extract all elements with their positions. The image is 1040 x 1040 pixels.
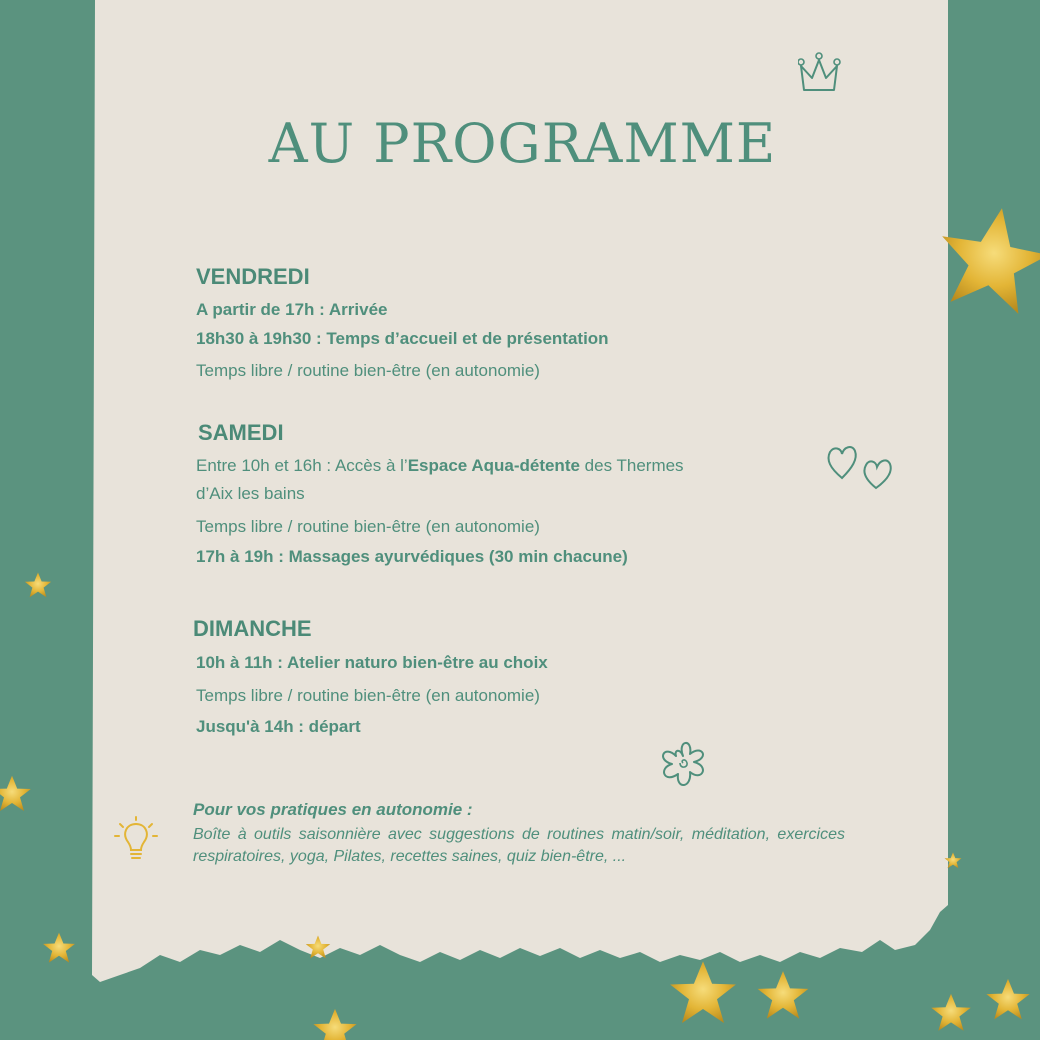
schedule-highlight: Espace Aqua-détente — [407, 456, 580, 475]
schedule-line: Temps libre / routine bien-être (en autonomie) — [196, 361, 540, 380]
schedule-line: A partir de 17h : Arrivée — [196, 300, 388, 319]
schedule-line: d’Aix les bains — [196, 484, 305, 503]
note-text: Boîte à outils saisonnière avec suggestions de routines matin/soir, méditation, exercices respiratoires, yoga, Pilates, recettes saines, quiz bien-être, ... — [193, 826, 845, 865]
day-title-vendredi: VENDREDI — [196, 264, 310, 289]
schedule-text: des Thermes — [579, 456, 684, 475]
day-title-dimanche: DIMANCHE — [193, 616, 312, 641]
flower-icon — [650, 736, 716, 794]
schedule-line: Jusqu'à 14h : départ — [196, 717, 361, 736]
schedule-line: Temps libre / routine bien-être (en autonomie) — [196, 517, 540, 536]
schedule-text: Entre 10h et 16h : Accès à l’ — [196, 456, 408, 475]
note-title: Pour vos pratiques en autonomie : — [193, 800, 473, 819]
crown-icon — [798, 50, 842, 96]
hearts-icon — [824, 440, 900, 492]
schedule-line: Temps libre / routine bien-être (en autonomie) — [196, 686, 540, 705]
schedule-line: 18h30 à 19h30 : Temps d’accueil et de présentation — [196, 329, 609, 348]
schedule-line — [196, 456, 684, 476]
page-title: AU PROGRAMME — [268, 112, 777, 175]
schedule-line: 10h à 11h : Atelier naturo bien-être au choix — [196, 653, 548, 672]
lightbulb-icon — [112, 816, 160, 864]
schedule-line: 17h à 19h : Massages ayurvédiques (30 min chacune) — [196, 547, 628, 566]
day-title-samedi: SAMEDI — [198, 420, 284, 445]
